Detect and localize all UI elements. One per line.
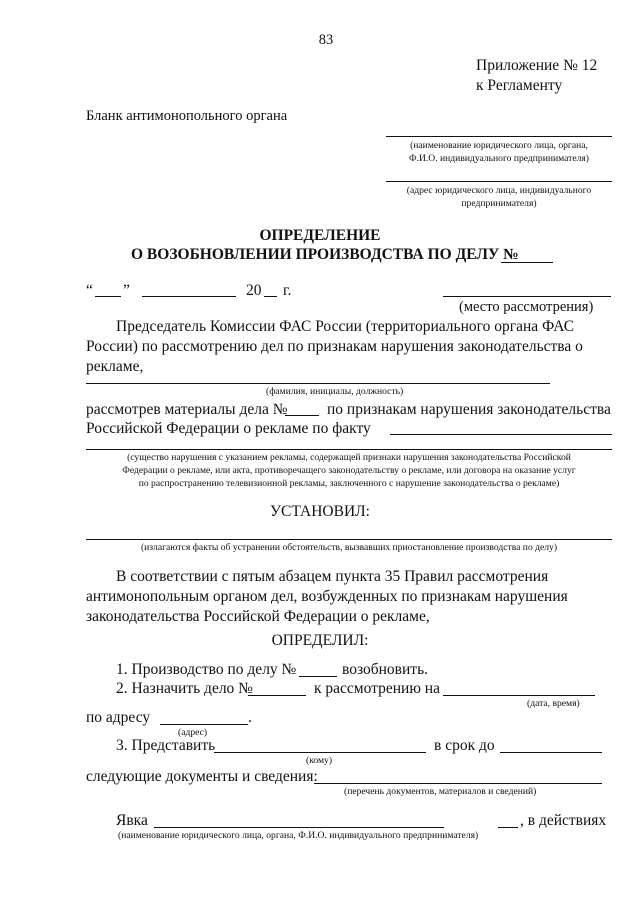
item-3-text: 3. Представить — [116, 737, 216, 754]
date-year-suffix: г. — [283, 282, 292, 299]
document-subtitle: О ВОЗОБНОВЛЕНИИ ПРОИЗВОДСТВА ПО ДЕЛУ № — [131, 246, 519, 263]
intro-line-4a: рассмотрев материалы дела № — [86, 401, 288, 418]
established-line — [86, 539, 612, 540]
basis-line-1: В соответствии с пятым абзацем пункта 35 Правил рассмотрения — [116, 568, 549, 585]
fact-line-1 — [390, 434, 612, 435]
item-1-text: 1. Производство по делу № — [116, 661, 297, 678]
case-number-line — [501, 262, 553, 263]
item-3-to-line — [214, 752, 426, 753]
address-dot: . — [248, 709, 252, 726]
address-caption: (адрес) — [178, 727, 208, 738]
blank-label: Бланк антимонопольного органа — [86, 108, 288, 124]
item-1-case-line — [299, 676, 337, 677]
decided-heading: ОПРЕДЕЛИЛ: — [271, 632, 369, 649]
recipient-address-caption-2: предпринимателя) — [461, 198, 537, 209]
item-3-tail: в срок до — [434, 737, 495, 754]
item-1-tail: возобновить. — [342, 661, 429, 678]
appearance-tail: , в действиях — [520, 812, 607, 829]
address-line — [160, 724, 248, 725]
intro-line-4b: по признакам нарушения законодательства — [327, 401, 611, 418]
appearance-line-1 — [154, 827, 444, 828]
recipient-name-caption-1: (наименование юридического лица, органа, — [410, 140, 588, 151]
docs-line — [314, 783, 602, 784]
fact-caption-2: Федерации о рекламе, или акта, противоречащего законодательству о рекламе, или договора на оказание услуг — [122, 465, 576, 476]
recipient-name-caption-2: Ф.И.О. индивидуального предпринимателя) — [409, 153, 589, 164]
intro-line-1: Председатель Комиссии ФАС России (территориального органа ФАС — [116, 318, 575, 335]
place-caption: (место рассмотрения) — [459, 299, 594, 315]
recipient-address-line — [386, 181, 612, 182]
date-year-line — [264, 296, 277, 297]
date-day-line — [95, 296, 121, 297]
place-line — [443, 296, 611, 297]
appendix-reference: к Регламенту — [476, 77, 563, 94]
datetime-line — [443, 695, 595, 696]
established-caption: (излагаются факты об устранении обстоятельств, вызвавших приостановление производства по делу) — [140, 542, 558, 553]
fact-line-2 — [86, 449, 612, 450]
address-label: по адресу — [86, 709, 151, 726]
date-close-quote: ” — [123, 282, 130, 299]
item-2-text: 2. Назначить дело № — [116, 680, 253, 697]
person-caption: (фамилия, инициалы, должность) — [266, 386, 404, 397]
page-number: 83 — [318, 32, 334, 48]
established-heading: УСТАНОВИЛ: — [270, 503, 370, 520]
appendix-number: Приложение № 12 — [476, 57, 598, 74]
recipient-name-line — [386, 136, 612, 137]
recipient-address-caption-1: (адрес юридического лица, индивидуального — [406, 185, 592, 196]
intro-line-2: России) по рассмотрению дел по признакам нарушения законодательства о — [86, 338, 583, 355]
date-open-quote: “ — [86, 282, 93, 299]
docs-caption: (перечень документов, материалов и сведений) — [344, 786, 537, 797]
appearance-label: Явка — [116, 812, 148, 829]
basis-line-3: законодательства Российской Федерации о рекламе, — [86, 608, 430, 625]
deadline-line — [500, 752, 602, 753]
appearance-caption: (наименование юридического лица, органа, Ф.И.О. индивидуального предпринимателя) — [118, 830, 479, 841]
item-2-case-line — [248, 695, 306, 696]
basis-line-2: антимонопольным органом дел, возбужденных по признакам нарушения — [86, 588, 568, 605]
item-2-tail: к рассмотрению на — [314, 680, 440, 697]
person-line — [86, 383, 550, 384]
fact-caption-3: по распространению телевизионной рекламы, заключенного с нарушение законодательства о рекламе) — [138, 478, 560, 489]
to-caption: (кому) — [306, 755, 333, 766]
intro-line-5: Российской Федерации о рекламе по факту — [86, 420, 371, 437]
case-materials-number-line — [285, 415, 319, 416]
datetime-caption: (дата, время) — [527, 698, 580, 709]
docs-label: следующие документы и сведения: — [86, 768, 318, 785]
date-year-prefix: 20 — [246, 282, 262, 299]
date-month-line — [142, 296, 236, 297]
intro-line-3: рекламе, — [86, 358, 144, 375]
document-title: ОПРЕДЕЛЕНИЕ — [259, 227, 381, 244]
appearance-line-2 — [498, 827, 518, 828]
fact-caption-1: (существо нарушения с указанием рекламы, содержащей признаки нарушения законодательства Российской — [127, 452, 571, 463]
